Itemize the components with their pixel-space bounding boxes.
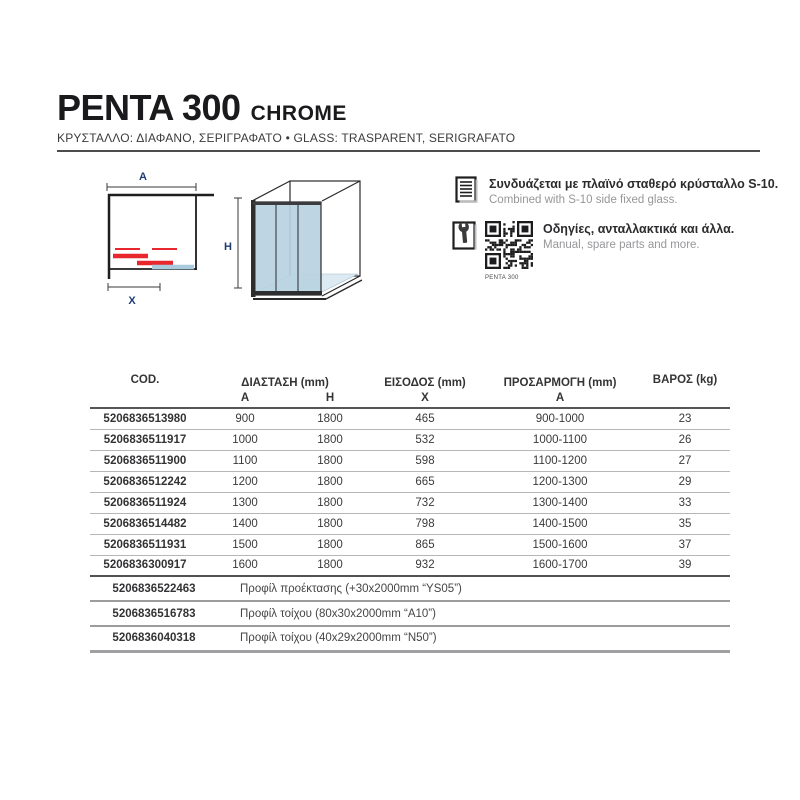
page-title: PENTA 300: [57, 87, 241, 128]
cell-cod: 5206836040318: [90, 626, 200, 651]
cell-a: 1600: [200, 555, 290, 576]
cell-x: 932: [370, 555, 480, 576]
cell-cod: 5206836522463: [90, 576, 200, 601]
cell-description: Προφίλ τοίχου (40x29x2000mm “N50”): [200, 626, 730, 651]
cell-x: 465: [415, 412, 435, 425]
cell-weight: 29: [640, 471, 730, 492]
table-row: [90, 450, 730, 471]
subcol-header-h: H: [325, 391, 335, 404]
header: [57, 87, 760, 152]
table-row: [90, 534, 730, 555]
perspective-diagram: [224, 181, 362, 299]
cell-description: Προφίλ τοίχου (80x30x2000mm “A10”): [200, 601, 730, 626]
cell-a: 1200: [200, 471, 290, 492]
cell-h: 1800: [290, 534, 370, 555]
cell-adjustment: 900-1000: [535, 412, 585, 425]
cell-cod: 5206836513980: [103, 412, 187, 425]
col-header-weight: ΒΑΡΟΣ (kg): [652, 374, 718, 386]
cell-x: 665: [370, 471, 480, 492]
top-view-diagram: [107, 171, 214, 307]
cell-weight: 37: [640, 534, 730, 555]
dimension-label-h: H: [224, 241, 232, 253]
cell-x: 598: [370, 450, 480, 471]
frame-bottom-rail: [251, 291, 322, 295]
cell-a: 900: [235, 412, 255, 425]
cell-h: 1800: [290, 450, 370, 471]
accessory-row: [90, 576, 730, 601]
cell-adjustment: 1300-1400: [480, 492, 640, 513]
cell-cod: 5206836511917: [90, 429, 200, 450]
cell-h: 1800: [290, 429, 370, 450]
cell-adjustment: 1000-1100: [480, 429, 640, 450]
frame-left-rail: [251, 200, 256, 297]
cell-weight: 27: [640, 450, 730, 471]
table-row: [90, 513, 730, 534]
spec-table-header: [90, 371, 730, 408]
dimension-label-x: X: [128, 295, 136, 307]
subcol-header-x: X: [421, 391, 429, 404]
info-combined-glass: [455, 176, 778, 206]
cell-h: 1800: [290, 513, 370, 534]
cell-weight: 23: [678, 412, 692, 425]
cell-a: 1300: [200, 492, 290, 513]
cell-adjustment: 1200-1300: [480, 471, 640, 492]
cell-a: 1100: [200, 450, 290, 471]
cell-h: 1800: [290, 471, 370, 492]
cell-a: 1000: [200, 429, 290, 450]
accessory-row: [90, 601, 730, 626]
page-subtitle: ΚΡΥΣΤΑΛΛΟ: ΔΙΑΦΑΝΟ, ΣΕΡΙΓΡΑΦΑΤΟ • GLASS: TRASPARENT, SERIGRAFATO: [57, 131, 516, 145]
table-row: [90, 555, 730, 576]
header-divider: [57, 150, 760, 152]
col-header-dimension: ΔΙΑΣΤΑΣΗ (mm): [241, 377, 329, 389]
cell-adjustment: 1100-1200: [480, 450, 640, 471]
cell-description: Προφίλ προέκτασης (+30x2000mm “YS05”): [200, 576, 730, 601]
cell-x: 732: [370, 492, 480, 513]
cell-h: 1800: [290, 492, 370, 513]
combined-glass-text-en: Combined with S-10 side fixed glass.: [489, 194, 678, 206]
cell-cod: 5206836511924: [90, 492, 200, 513]
table-row: [90, 471, 730, 492]
manual-text-en: Manual, spare parts and more.: [543, 239, 700, 251]
cell-cod: 5206836514482: [90, 513, 200, 534]
cell-weight: 33: [640, 492, 730, 513]
title-row: [57, 87, 760, 128]
wrench-icon: [452, 221, 478, 251]
col-header-adjustment: ΠΡΟΣΑΡΜΟΓΗ (mm): [503, 377, 617, 389]
cell-adjustment: 1500-1600: [480, 534, 640, 555]
cell-h: 1800: [317, 412, 343, 425]
cell-x: 865: [370, 534, 480, 555]
spec-table-accessories: [90, 576, 730, 651]
cell-cod: 5206836511900: [90, 450, 200, 471]
document-icon: [455, 176, 479, 204]
glass-front-face: [253, 202, 321, 295]
subcol-header-a2: A: [555, 391, 565, 404]
combined-glass-text-el: Συνδυάζεται με πλαϊνό σταθερό κρύσταλλο S-10.: [489, 177, 779, 191]
cell-cod: 5206836516783: [90, 601, 200, 626]
table-row: [90, 492, 730, 513]
cell-cod: 5206836512242: [90, 471, 200, 492]
col-header-entry: ΕΙΣΟΔΟΣ (mm): [384, 377, 466, 389]
cell-x: 532: [370, 429, 480, 450]
spec-table: [90, 371, 730, 653]
qr-code: [485, 221, 533, 269]
cell-a: 1500: [200, 534, 290, 555]
accessory-row: [90, 626, 730, 651]
page-title-suffix: CHROME: [250, 102, 347, 125]
cell-cod: 5206836300917: [90, 555, 200, 576]
cell-weight: 39: [640, 555, 730, 576]
cell-h: 1800: [290, 555, 370, 576]
manual-text-el: Οδηγίες, ανταλλακτικά και άλλα.: [543, 222, 735, 236]
info-manual: [452, 221, 734, 281]
cell-cod: 5206836511931: [90, 534, 200, 555]
col-header-cod: COD.: [130, 374, 160, 386]
spec-table-body: [90, 408, 730, 576]
cell-adjustment: 1600-1700: [480, 555, 640, 576]
frame-top-rail: [253, 202, 321, 205]
table-row: [90, 429, 730, 450]
cell-x: 798: [370, 513, 480, 534]
qr-code-label: PENTA 300: [485, 275, 519, 281]
table-row: [90, 408, 730, 429]
technical-diagrams: [90, 163, 380, 323]
cell-weight: 35: [640, 513, 730, 534]
cell-adjustment: 1400-1500: [480, 513, 640, 534]
cell-a: 1400: [200, 513, 290, 534]
cell-weight: 26: [640, 429, 730, 450]
subcol-header-a: A: [240, 391, 250, 404]
dimension-label-a: A: [139, 171, 147, 183]
